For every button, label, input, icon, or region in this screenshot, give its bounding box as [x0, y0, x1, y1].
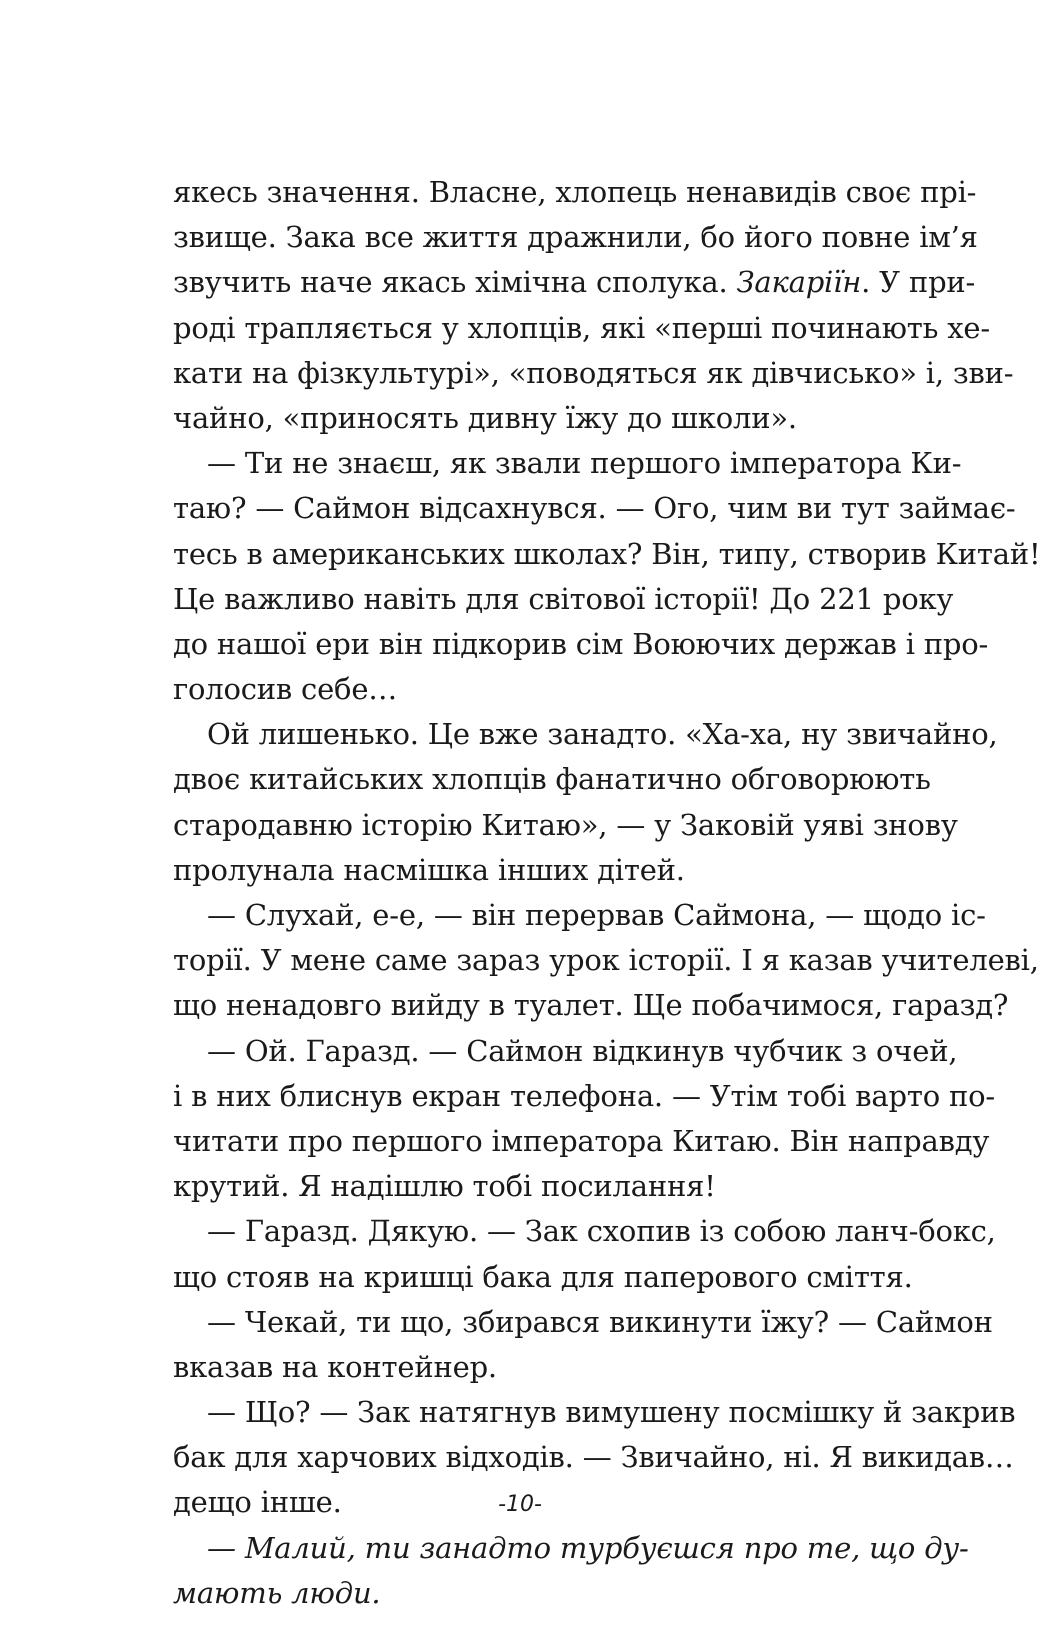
- text-line-content: голосив себе…: [173, 672, 398, 707]
- text-line: [173, 757, 931, 802]
- text-line-content: Ой лишенько. Це вже занадто. «Ха-ха, ну звичайно,: [207, 717, 998, 752]
- text-line-content: — Ой. Гаразд. — Саймон відкинув чубчик з очей,: [207, 1033, 958, 1068]
- text-line-content: звище. Зака все життя дражнили, бо його повне ім’я: [173, 220, 978, 255]
- text-line: [173, 712, 998, 757]
- text-line-content: кати на фізкультурі», «поводяться як дівчисько» і, зви-: [173, 355, 1014, 390]
- text-line-content: Це важливо навіть для світової історії! До 221 року: [173, 581, 954, 616]
- text-line-content: бак для харчових відходів. — Звичайно, ні. Я викидав…: [173, 1440, 1014, 1475]
- text-line: [173, 1209, 996, 1254]
- text-line: [173, 1345, 879, 1390]
- text-line-content: — Гаразд. Дякую. — Зак схопив із собою ланч-бокс,: [207, 1214, 996, 1249]
- text-line: [173, 848, 879, 893]
- text-line-content: двоє китайських хлопців фанатично обговорюють: [173, 762, 931, 797]
- italic-text: мають люди.: [173, 1575, 381, 1610]
- text-line-content: роді трапляється у хлопців, які «перші починають хе-: [173, 310, 990, 345]
- text-line: [173, 803, 958, 848]
- text-line: [173, 622, 989, 667]
- text-line-content: пролунала насмішка інших дітей.: [173, 852, 685, 887]
- text-line-content: стародавню історію Китаю», — у Заковій уяві знову: [173, 807, 958, 842]
- text-line: [173, 532, 1040, 577]
- text-line: [173, 577, 954, 622]
- page-number: -10-: [498, 1492, 542, 1517]
- text-line: [173, 170, 977, 215]
- text-line: [173, 1255, 913, 1300]
- text-line-content: звучить наче якась хімічна сполука.: [173, 265, 737, 300]
- text-line-content: і в них блиснув екран телефона. — Утім тобі варто по-: [173, 1078, 995, 1113]
- text-line-content: — Ти не знаєш, як звали першого імператора Ки-: [207, 446, 962, 481]
- text-line: [173, 1390, 1016, 1435]
- text-line: [173, 441, 962, 486]
- text-line: [173, 260, 976, 305]
- text-line: [173, 1300, 993, 1345]
- text-line: [173, 1119, 990, 1164]
- text-line-content: таю? — Саймон відсахнувся. — Ого, чим ви тут займає-: [173, 491, 1016, 526]
- text-line-content: дещо інше.: [173, 1485, 342, 1520]
- text-line-content: що стояв на кришці бака для паперового сміття.: [173, 1259, 913, 1294]
- italic-text: Закаріїн: [736, 265, 862, 300]
- text-line-content: якесь значення. Власне, хлопець ненавидів своє прі-: [173, 175, 977, 209]
- text-line-content: до нашої ери він підкорив сім Воюючих держав і про-: [173, 626, 989, 661]
- text-line: [173, 1526, 969, 1571]
- text-line-content: тесь в американських школах? Він, типу, створив Китай!: [173, 536, 1040, 571]
- text-line: [173, 667, 879, 712]
- text-line-content: — Слухай, е-е, — він перервав Саймона, — щодо іс-: [207, 898, 986, 932]
- text-line: [173, 215, 978, 260]
- text-line-content: торії. У мене саме зараз урок історії. І я казав учителеві,: [173, 943, 1039, 978]
- body-text: [173, 170, 1040, 1616]
- text-line-content: чайно, «приносять дивну їжу до школи».: [173, 400, 797, 435]
- text-line: [173, 893, 986, 938]
- text-line: [173, 1074, 995, 1119]
- text-line: [173, 351, 1014, 396]
- text-line-content: що ненадовго вийду в туалет. Ще побачимося, гаразд?: [173, 988, 1009, 1023]
- text-line: [173, 306, 990, 351]
- text-line: [173, 396, 879, 441]
- text-line-content: крутий. Я надішлю тобі посилання!: [173, 1169, 716, 1204]
- text-line: [173, 486, 1016, 531]
- text-line: [173, 983, 1009, 1028]
- text-line: [173, 1571, 879, 1616]
- text-line: [173, 938, 1039, 983]
- text-line-content: — Чекай, ти що, збирався викинути їжу? — Саймон: [207, 1304, 993, 1339]
- italic-text: — Малий, ти занадто турбуєшся про те, що ду-: [207, 1530, 969, 1565]
- text-line-content: читати про першого імператора Китаю. Він направду: [173, 1123, 990, 1158]
- text-line-content: вказав на контейнер.: [173, 1349, 497, 1384]
- text-line-content: . У при-: [861, 265, 976, 300]
- text-line: [173, 1164, 879, 1209]
- text-line: [173, 1029, 958, 1074]
- text-line-content: — Що? — Зак натягнув вимушену посмішку й закрив: [207, 1395, 1016, 1430]
- text-line: [173, 1435, 1014, 1480]
